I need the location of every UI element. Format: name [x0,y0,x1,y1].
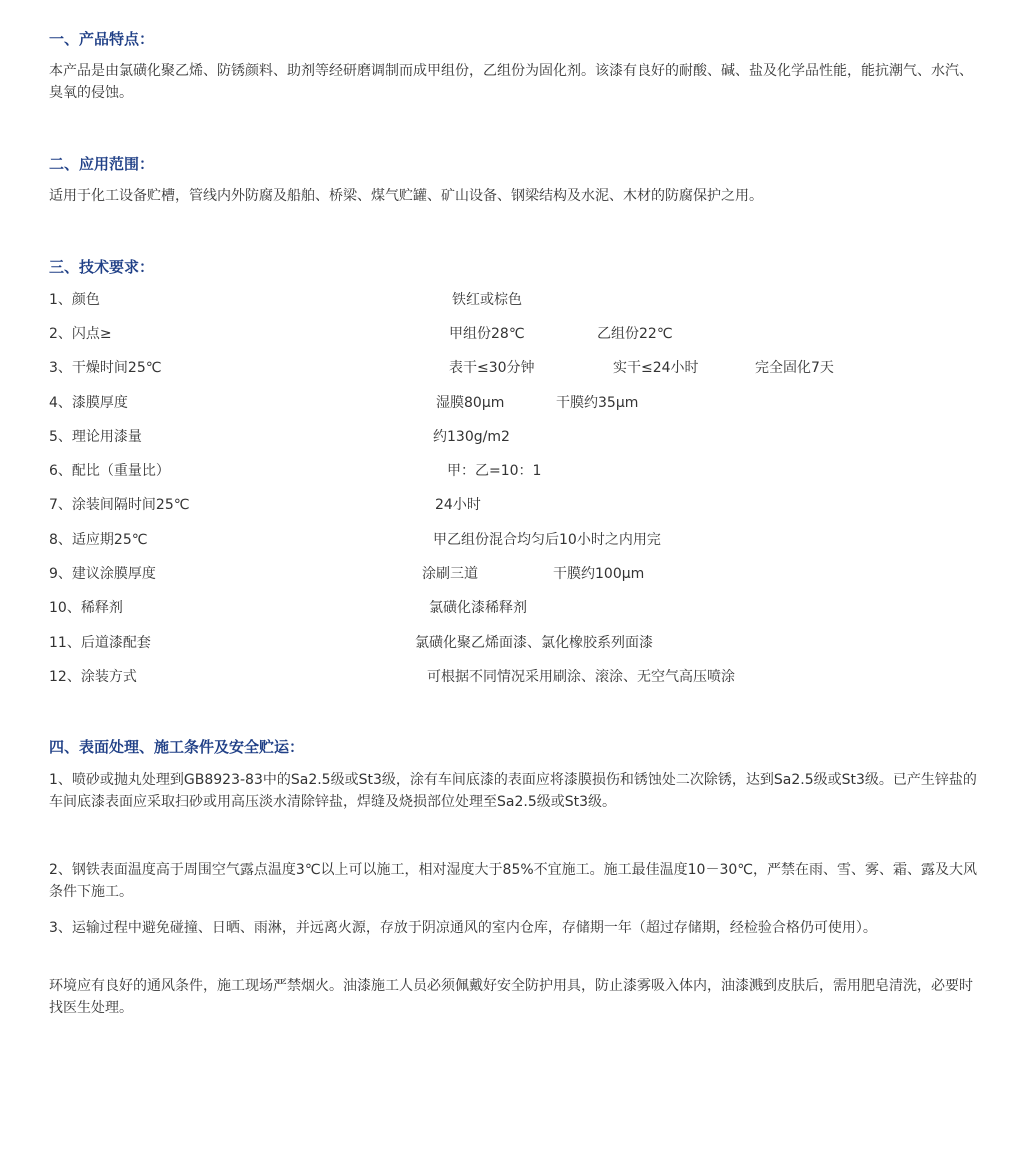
spec-value: 甲乙组份混合均匀后10小时之内用完 [433,532,661,548]
spec-label: 5、理论用漆量 [49,429,142,445]
spec-value: 干膜约100μm [553,566,645,582]
spec-value: 乙组份22℃ [597,326,673,342]
spec-value: 湿膜80μm [436,395,505,411]
section-heading-surface-treatment: 四、表面处理、施工条件及安全贮运： [49,738,305,756]
features-text: 本产品是由氯磺化聚乙烯、防锈颜料、助剂等经研磨调制而成甲组份，乙组份为固化剂。该漆有良好的耐酸、碱、盐及化学品性能，能抗潮气、水汽、臭氧的侵蚀。 [49,63,973,101]
spec-label: 6、配比（重量比） [49,463,170,479]
spec-value: 干膜约35μm [556,395,639,411]
spec-value: 表干≤30分钟 [449,360,535,376]
treatment-paragraph: 2、钢铁表面温度高于周围空气露点温度3℃以上可以施工，相对湿度大于85%不宜施工。施工最佳温度10－30℃，严禁在雨、雪、雾、霜、露及大风条件下施工。 [49,862,978,900]
spec-value: 铁红或棕色 [452,292,522,308]
spec-label: 4、漆膜厚度 [49,395,128,411]
spec-label: 12、涂装方式 [49,669,137,685]
section-heading-technical: 三、技术要求： [49,258,155,276]
spec-value: 氯磺化聚乙烯面漆、氯化橡胶系列面漆 [415,635,653,651]
spec-value: 约130g/m2 [433,429,510,445]
application-text: 适用于化工设备贮槽，管线内外防腐及船舶、桥梁、煤气贮罐、矿山设备、钢梁结构及水泥、木材的防腐保护之用。 [49,188,763,204]
spec-label: 11、后道漆配套 [49,635,151,651]
spec-value: 实干≤24小时 [613,360,699,376]
treatment-paragraph: 1、喷砂或抛丸处理到GB8923-83中的Sa2.5级或St3级，涂有车间底漆的表面应将漆膜损伤和锈蚀处二次除锈，达到Sa2.5级或St3级。已产生锌盐的车间底漆表面应采取扫砂或用高压淡水清除锌盐，焊缝及烧损部位处理至Sa2.5级或St3级。 [49,772,977,810]
spec-label: 2、闪点≥ [49,326,112,342]
spec-label: 3、干燥时间25℃ [49,360,162,376]
spec-value: 可根据不同情况采用刷涂、滚涂、无空气高压喷涂 [427,669,735,685]
spec-label: 8、适应期25℃ [49,532,148,548]
spec-value: 24小时 [435,497,481,513]
spec-label: 1、颜色 [49,292,100,308]
spec-value: 完全固化7天 [755,360,834,376]
spec-value: 甲组份28℃ [449,326,525,342]
treatment-paragraph: 环境应有良好的通风条件，施工现场严禁烟火。油漆施工人员必须佩戴好安全防护用具，防止漆雾吸入体内，油漆溅到皮肤后，需用肥皂清洗，必要时找医生处理。 [49,978,973,1016]
spec-value: 氯磺化漆稀释剂 [429,600,527,616]
spec-label: 10、稀释剂 [49,600,123,616]
section-heading-features: 一、产品特点： [49,30,155,48]
spec-label: 7、涂装间隔时间25℃ [49,497,190,513]
spec-value: 甲：乙=10：1 [447,463,542,479]
section-heading-application: 二、应用范围： [49,155,155,173]
treatment-paragraph: 3、运输过程中避免碰撞、日晒、雨淋，并远离火源，存放于阴凉通风的室内仓库，存储期一年（超过存储期，经检验合格仍可使用）。 [49,920,877,936]
spec-value: 涂刷三道 [422,566,478,582]
spec-label: 9、建议涂膜厚度 [49,566,156,582]
